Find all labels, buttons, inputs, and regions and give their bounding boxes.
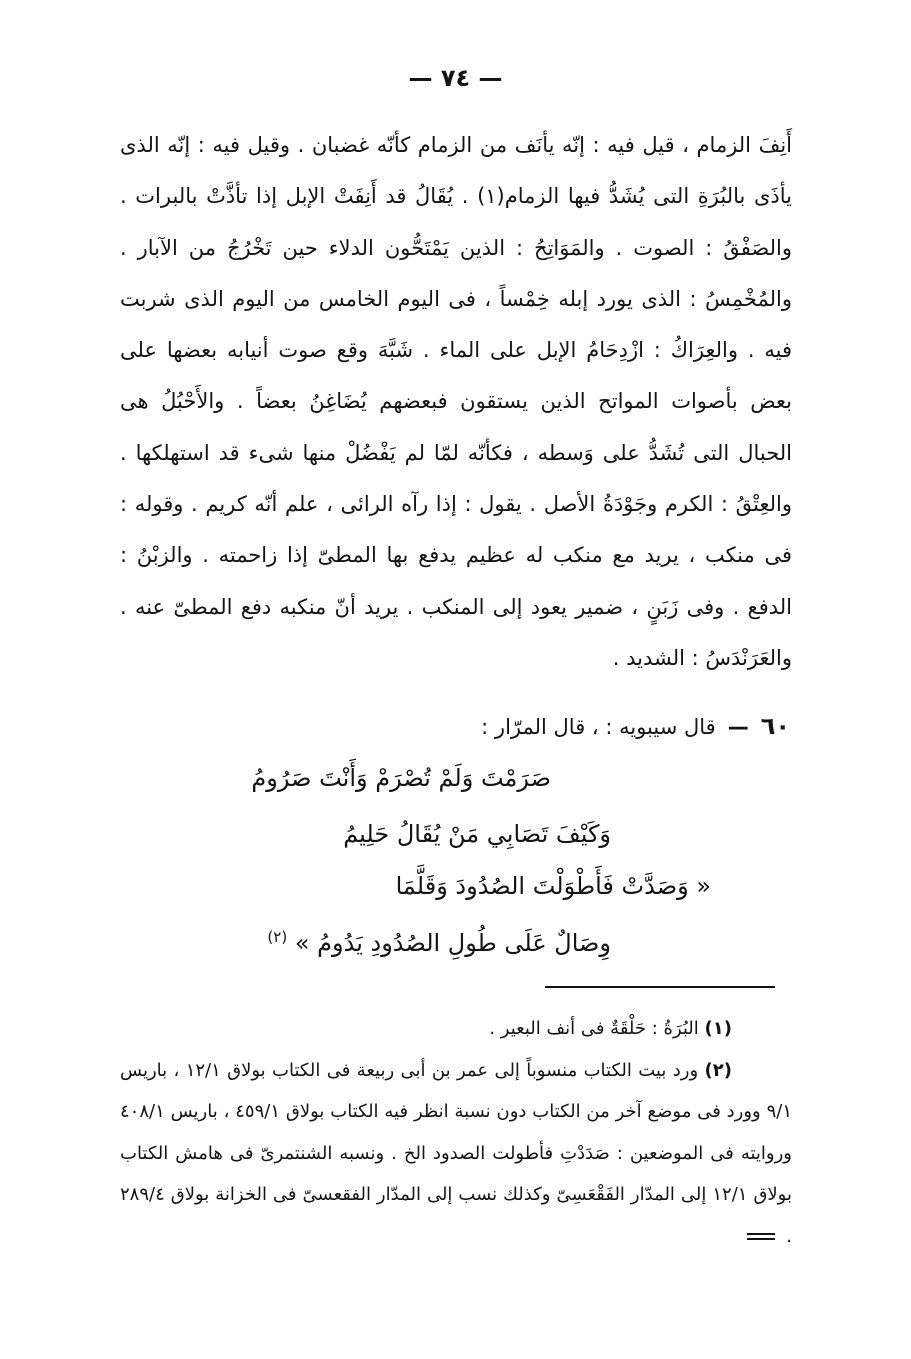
entry-number: ٦٠ [760,712,790,740]
commentary-text [120,120,792,684]
verse-line-2: وَكَيْفَ تَصَابِي مَنْ يُقَالُ حَلِيمُ [343,820,611,848]
footnote-1-mark: (١) [704,1018,732,1039]
entry-heading [200,712,790,740]
footnote-divider [545,986,775,988]
page-number: — ٧٤ — [408,64,503,92]
footnotes [120,1008,792,1257]
verse-line-3: « وَصَدَّتْ فَأَطْوَلْتَ الصُدُودَ وَقَلَّمَا [395,872,711,900]
footnote-2-mark: (٢) [704,1059,732,1081]
footnote-2-text: ورد بيت الكتاب منسوباً إلى عمر بن أبى ربيعة فى الكتاب بولاق ١٢/١ ، باريس ٩/١ وورد فى موضع آخر من الكتاب دون نسبة انظر فيه الكتاب بولاق ٤٥٩/١ ، باريس ٤٠٨/١ وروايته فى الموضعين : صَدَدْتِ فأطولت الصدود الخ . ونسبه الشنتمرىّ فى هامش الكتاب بولاق ١٢/١ إلى المدّار الفَقْعَسِىّ وكذلك نسب إلى المدّار الفقعسىّ فى الخزانة بولاق ٢٨٩/٤ . [120,1059,792,1247]
end-of-page-mark [747,1233,775,1240]
commentary-paragraph: أَنِفَ الزمام ، قيل فيه : إنّه يأنَف من الزمام كأنّه غضبان . وقيل فيه : إنّه الذى يأذَى بالبُرَةِ التى يُشَدُّ فيها الزمام(١) . يُقَالُ قد أَنِفَتْ الإبل إذا تأذَّتْ بالبرات . والصَفْقُ : الصوت . والمَوَاتِحُ : الذين يَمْتَحُّون الدلاء حين تَخْرُجُ من الآبار . والمُخْمِسُ : الذى يورد إبله خِمْساً ، فى اليوم الخامس من اليوم الذى شربت فيه . والعِرَاكُ : ازْدِحَامُ الإبل على الماء . شَبَّهَ وقع صوت أنيابه بعضها على بعض بأصوات المواتح الذين يستقون فبعضهم يُضَاغِنُ بعضاً . والأَحْبُلُ هى الحبال التى تُشَدُّ على وَسطه ، فكأنّه لمّا لم يَفْضُلْ منها شىء قد استهلكها . والعِتْقُ : الكرم وجَوْدَةُ الأصل . يقول : إذا رآه الرائى ، علم أنّه كريم . وقوله : فى منكب ، يريد مع منكب له عظيم يدفع بها المطىّ إذا زاحمته . والزبْنُ : الدفع . وفى زَبَنٍ ، ضمير يعود إلى المنكب . يريد أنّ منكبه دفع المطىّ عنه . والعَرَنْدَسُ : الشديد . [120,133,792,670]
verse-line-4 [267,928,611,957]
entry-intro: قال سيبويه : ، قال المرّار : [481,715,716,739]
footnote-1 [120,1008,792,1050]
footnote-2 [120,1050,792,1258]
footnote-1-text: البُرَةُ : حَلْقَةٌ فى أنف البعير . [489,1018,699,1039]
entry-60 [200,712,790,740]
verse-line-1: صَرَمْتَ وَلَمْ تُصْرَمْ وَأَنْتَ صَرُومُ [251,764,551,792]
verse-line-4-text: وِصَالٌ عَلَى طُولِ الصُدُودِ يَدُومُ » [294,929,611,957]
verse-footnote-mark: (٢) [267,928,288,946]
entry-dash: — [727,715,749,739]
